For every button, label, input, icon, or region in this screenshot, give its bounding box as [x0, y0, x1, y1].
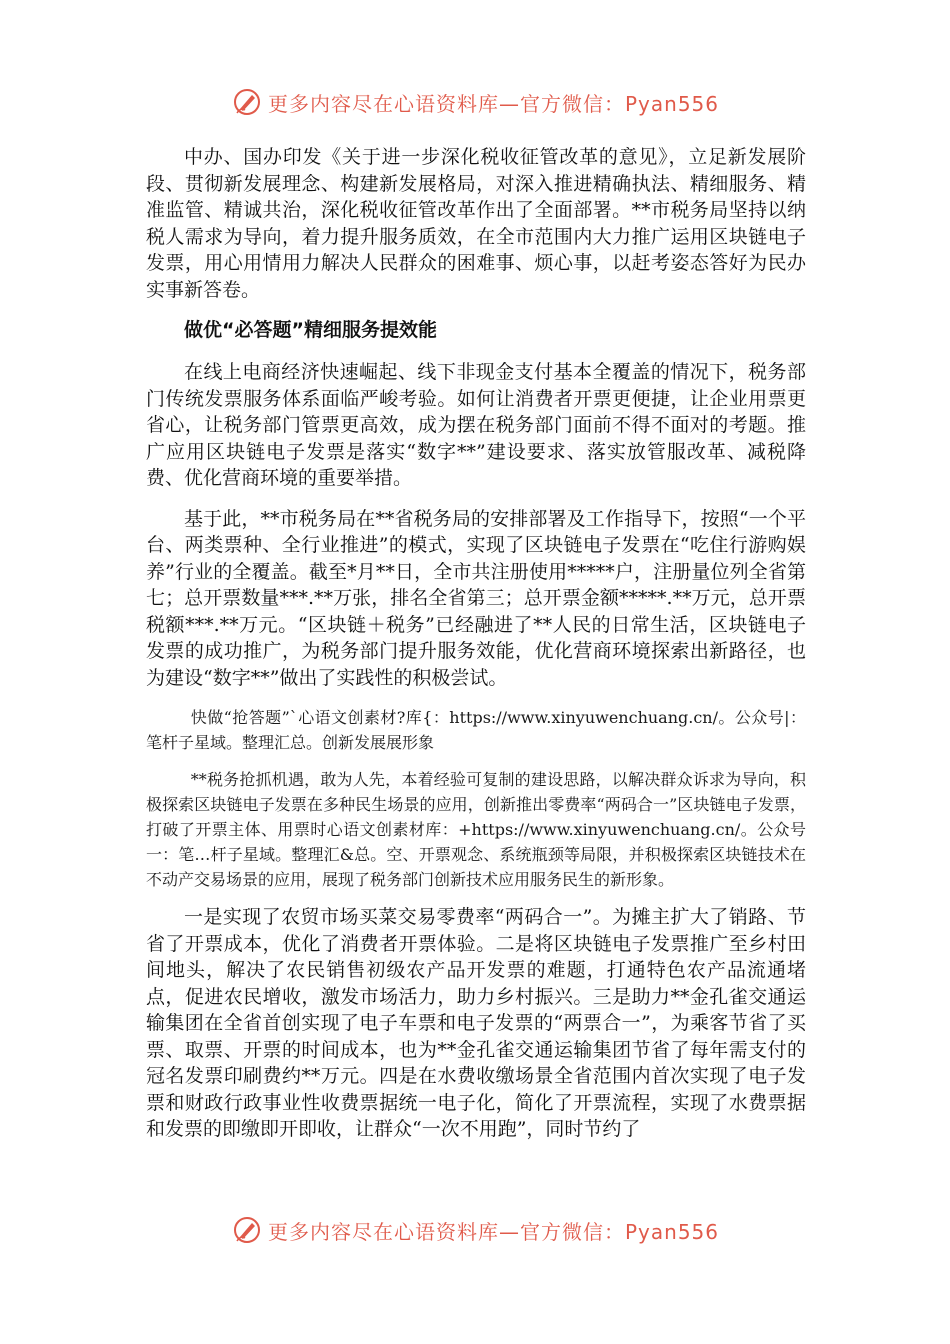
pen-logo-icon	[232, 87, 262, 117]
banner-text: 更多内容尽在心语资料库—官方微信：Pyan556	[268, 91, 720, 116]
section-heading: 做优“必答题”精细服务提效能	[184, 319, 437, 341]
footer-watermark-banner	[232, 1212, 732, 1248]
header-watermark-banner	[232, 84, 732, 120]
body-paragraph: 基于此，**市税务局在**省税务局的安排部署及工作指导下，按照“一个平台、两类票种、全行业推进”的模式，实现了区块链电子发票在“吃住行游购娱养”行业的全覆盖。截至*月**日，全市共注册使用*****户，注册量位列全省第七；总开票数量***.**万张，排名全省第三；总开票金额*****.**万元，总开票税额***.**万元。“区块链＋税务”已经融进了**人民的日常生活，区块链电子发票的成功推广，为税务部门提升服务效能，优化营商环境探索出新路径，也为建设“数字**”做出了实践性的积极尝试。	[146, 507, 806, 689]
banner-text: 更多内容尽在心语资料库—官方微信：Pyan556	[268, 1219, 720, 1244]
intro-paragraph: 中办、国办印发《关于进一步深化税收征管改革的意见》，立足新发展阶段、贯彻新发展理念、构建新发展格局，对深入推进精确执法、精细服务、精准监管、精诚共治，深化税收征管改革作出了全面部署。**市税务局坚持以纳税人需求为导向，着力提升服务质效，在全市范围内大力推广运用区块链电子发票，用心用情用力解决人民群众的困难事、烦心事，以赶考姿态答好为民办实事新答卷。	[146, 146, 806, 301]
small-paragraph: **税务抢抓机遇，敢为人先，本着经验可复制的建设思路，以解决群众诉求为导向，积极探索区块链电子发票在多种民生场景的应用，创新推出零费率“两码合一”区块链电子发票，打破了开票主体、用票时心语文创素材库：+https://www.xinyuwenchuang.cn/。公众号一：笔…杆子星域。整理汇&总。空、开票观念、系统瓶颈等局限，并积极探索区块链技术在不动产交易场景的应用，展现了税务部门创新技术应用服务民生的新形象。	[146, 770, 806, 889]
subheading-with-watermark: 快做“抢答题”`心语文创素材?库{：https://www.xinyuwenchuang.cn/。公众号|：笔杆子星域。整理汇总。创新发展展形象	[146, 708, 806, 752]
body-paragraph: 在线上电商经济快速崛起、线下非现金支付基本全覆盖的情况下，税务部门传统发票服务体系面临严峻考验。如何让消费者开票更便捷，让企业用票更省心，让税务部门管票更高效，成为摆在税务部门面前不得不面对的考题。推广应用区块链电子发票是落实“数字**”建设要求、落实放管服改革、减税降费、优化营商环境的重要举措。	[146, 361, 806, 489]
body-paragraph: 一是实现了农贸市场买菜交易零费率“两码合一”。为摊主扩大了销路、节省了开票成本，优化了消费者开票体验。二是将区块链电子发票推广至乡村田间地头，解决了农民销售初级农产品开发票的难题，打通特色农产品流通堵点，促进农民增收，激发市场活力，助力乡村振兴。三是助力**金孔雀交通运输集团在全省首创实现了电子车票和电子发票的“两票合一”，为乘客节省了买票、取票、开票的时间成本，也为**金孔雀交通运输集团节省了每年需支付的冠名发票印刷费约**万元。四是在水费收缴场景全省范围内首次实现了电子发票和财政行政事业性收费票据统一电子化，简化了开票流程，实现了水费票据和发票的即缴即开即收，让群众“一次不用跑”，同时节约了	[146, 906, 806, 1140]
pen-logo-icon	[232, 1215, 262, 1245]
document-body	[146, 144, 806, 1157]
